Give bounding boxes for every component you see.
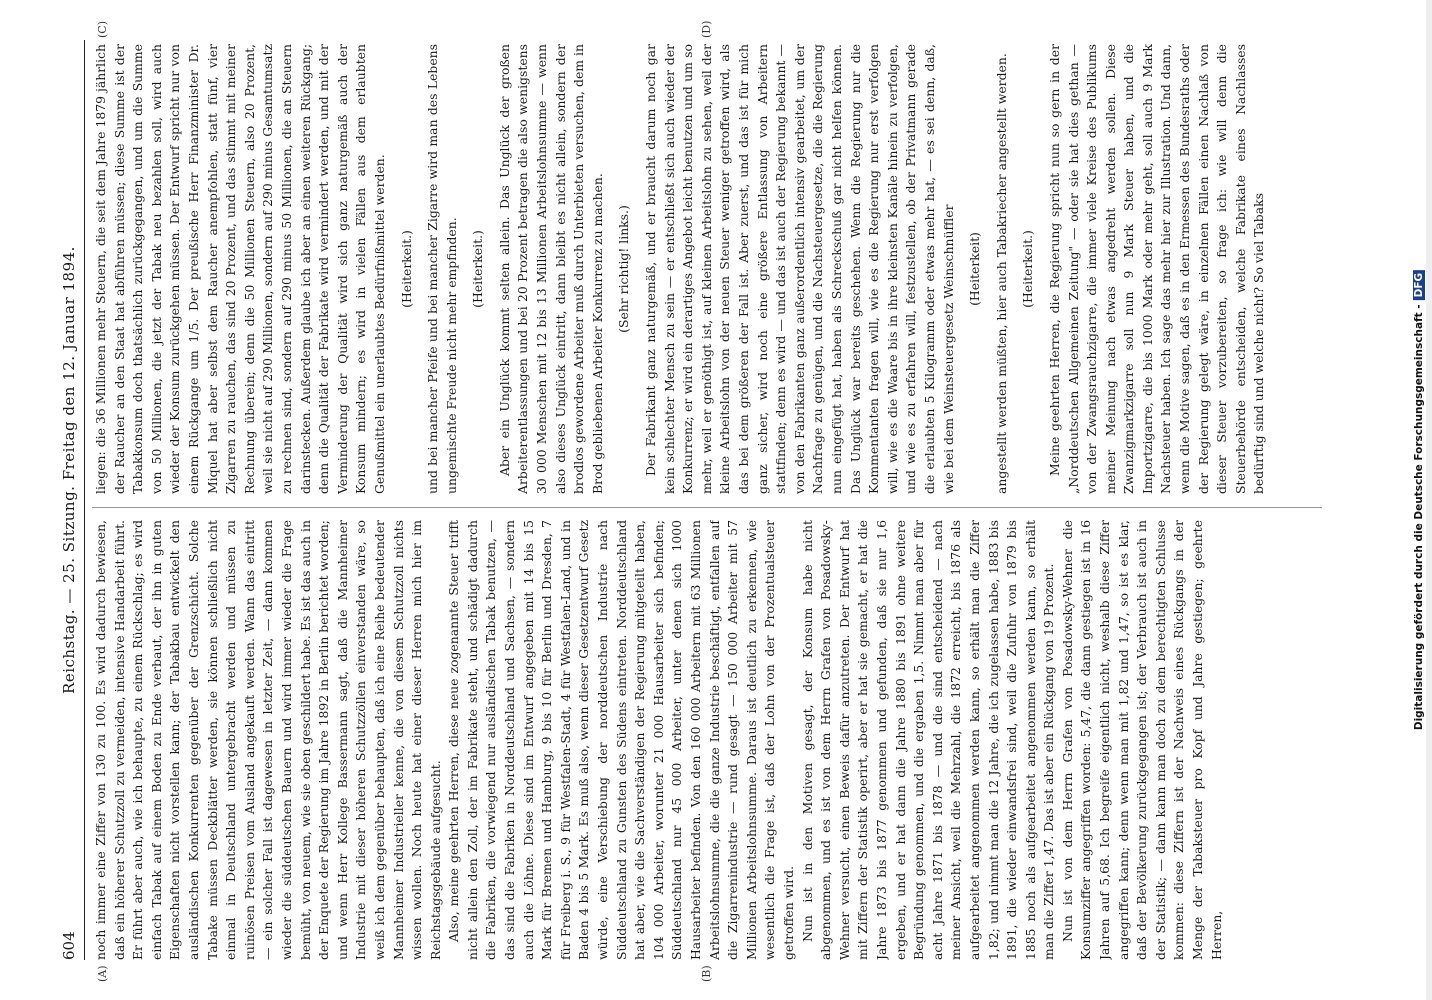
right-column: [92, 44, 1322, 494]
margin-letter-d: (D): [700, 20, 713, 38]
margin-letter-b: (B): [700, 965, 713, 982]
left-paragraph-2: Also, meine geehrten Herren, diese neue zogenannte Steuer trifft nicht allein den Zoll, der im Fabrikate steht, und schädigt dadurch die Fabriken, die vorwiegend nur ausländischen Tabak benutzen, — das sind die Fabriken in Norddeutschland und Sachsen, — sondern auch die Löhne. Diese sind im Entwurf angegeben mit 14 bis 15 Mark für Bremen und Hamburg, 9 bis 10 für Berlin und Dresden, 7 für Freiberg i. S., 9 für Westfalen-Stadt, 4 für Westfalen-Land, und in Baden 4 bis 5 Mark. Es muß also, wenn dieser Gesetzentwurf Gesetz würde, eine Verschiebung der norddeutschen Industrie nach Süddeutschland zu Gunsten des Südens eintreten. Norddeutschland hat aber, wie die Sachverständigen der Regierung mitgeteilt haben, 104 000 Arbeiter, worunter 21 000 Hausarbeiter sich befinden; Süddeutschland nur 45 000 Arbeiter, unter denen sich 1000 Hausarbeiter befinden. Von den 160 000 Arbeitern mit 63 Millionen Arbeitslohnsumme, die die ganze Industrie beschäftigt, entfallen auf die Zigarrenindustrie — rund gesagt — 150 000 Arbeiter mit 57 Millionen Arbeitslohnsumme. Daraus ist deutlich zu erkennen, wie wesentlich die Frage ist, daß der Lohn von der Prozentualsteuer getroffen wird.: [446, 520, 796, 960]
credit-line: [1413, 270, 1425, 730]
right-interjection-2: (Heiterkeit.): [470, 230, 486, 308]
left-paragraph-3: Nun ist in den Motiven gesagt, der Konsum habe nicht abgenommen, und es ist von dem Herrn Grafen von Posadowsky-Wehner versucht, einen Beweis dafür anzutreten. Der Entwurf hat mit Ziffern der Statistik operirt, aber er hat sie gemacht, er hat die Jahre 1873 bis 1877 genommen und gefunden, daß sie nur 1,6 ergeben, und er hat dann die Jahre 1880 bis 1891 ohne weitere Begründung genommen, und die ergaben 1,5. Nimmt man aber für acht Jahre 1871 bis 1878 — und die sind entscheidend — nach meiner Ansicht, weil die Mehrzahl, die 1872 erreicht, bis 1876 als aufgearbeitet angenommen werden kann, so erhält man die Ziffer 1,82; und nimmt man die 12 Jahre, die ich zugelassen habe, 1883 bis 1891, die wieder einwandsfrei sind, weil die Zufuhr von 1879 bis 1885 noch als aufgearbeitet angenommen werden kann, so erhält man die Ziffer 1,47. Das ist aber ein Rückgang von 19 Prozent.: [799, 520, 1057, 960]
column-divider: [92, 507, 1322, 508]
right-interjection-1: (Heiterkeit.): [398, 230, 414, 308]
left-column: [92, 520, 1322, 960]
right-paragraph-5: angestellt werden müßten, hier auch Tabakriecher angestellt werden.: [993, 53, 1009, 494]
right-paragraph-4: Der Fabrikant ganz naturgemäß, und er braucht darum noch gar kein schlechter Mensch zu sein — er entschließt sich auch wieder der Konkurrenz; er wird ein derartiges Angebot leicht benutzen und um so mehr, weil er genöthigt ist, auf kleinen Arbeitslohn zu sehen, weil der kleine Arbeitslohn von der neuen Steuer weniger getroffen wird, als das bei dem größeren der Fall ist. Aber zuerst, und das ist für mich ganz sicher, wird noch eine größere Entlassung von Arbeitern stattfinden; denn es wird — und das ist auch der Regierung bekannt — von den Fabrikanten ganz außerordentlich intensiv gearbeitet, um der Nachfrage zu genügen, und die Nachsteuergesetze, die die Regierung nun eingefügt hat, haben als Schreckschuß gar nicht helfen können. Das Unglück war bereits geschehen. Wenn die Regierung nur die Kommentanten fragen will, wie es die Regierung nur erst verfolgen will, wie es die Waare bis in ihre kleinsten Kanäle hinein zu verfolgen, und wie es zu erfahren will, festzustellen, ob der Privatmann gerade die erlaubten 5 Kilogramm oder etwas mehr hat, — es sei denn, daß, wie bei dem Weinsteuergesetz Weinschnüffler: [643, 44, 956, 494]
dfg-logo: DFG: [1413, 270, 1425, 301]
header-rule: [84, 40, 85, 960]
left-paragraph-1: noch immer eine Ziffer von 130 zu 100. Es wird dadurch bewiesen, daß ein höherer Schutzzoll zu vermeiden, intensive Handarbeit führt. Er führt aber auch, wie ich behaupte, zu einem Rückschlag; es wird einfach Tabak auf einem Boden zu Ende verbaut, der ihn in guten Eigenschaften nicht vorstellen kann; der Tabakbau entwickelt den ausländischen Konkurrenten gegenüber der Grenzschicht. Solche Tabake müssen Deckblätter werden, sie können schließlich nicht einmal in Deutschland untergebracht werden und müssen zu ruinösen Preisen vom Ausland angekauft werden. Wann das eintritt — ein solcher Fall ist dagewesen in letzter Zeit, — dann kommen wieder die süddeutschen Bauern und wird immer wieder die Frage bemüht, von neuem, wie sie oben geschildert habe. Es ist das auch in der Enquete der Regierung im Jahre 1892 in Berlin berichtet worden; und wenn Herr Kollege Bassermann sagt, daß die Mannheimer Industrie mit dieser höheren Schutzzöllen einverstanden wäre, so weiß ich dem gegenüber behaupten, daß ich eine Reihe bedeutender Mannheimer Industrieller kenne, die von diesem Schutzzoll nichts wissen wollen. Noch heute hat einer dieser Herren mich hier im Reichstagsgebäude aufgesucht.: [93, 520, 443, 960]
page-header: [52, 40, 78, 960]
digitization-credit: [1408, 0, 1430, 1000]
right-paragraph-2: und bei mancher Pfeife und bei mancher Zigarre wird man des Lebens ungemischte Freude nicht mehr empfinden.: [425, 44, 459, 494]
page-title: Reichstag. — 25. Sitzung. Freitag den 12. Januar 1894.: [60, 246, 78, 694]
right-interjection-4: (Heiterkeit): [967, 232, 983, 306]
margin-letter-c: (C): [96, 21, 109, 38]
right-paragraph-3: Aber ein Unglück kommt selten allein. Das Unglück der großen Arbeiterentlassungen und bei 20 Prozent betragen die also wenigstens 30 000 Menschen mit 12 bis 13 Millionen Arbeitslohnsumme — wenn also dieses Unglück eintritt, dann bleibt es nicht allein, sondern der brodlos gewordene Arbeiter muß durch Unterbieten versuchen, dem in Brod gebliebenen Arbeiter Konkurrenz zu machen.: [496, 44, 605, 494]
credit-text: Digitalisierung gefördert durch die Deutsche Forschungsgemeinschaft -: [1413, 304, 1425, 731]
left-paragraph-4: Nun ist von dem Herrn Grafen von Posadowsky-Wehner die Konsumziffer angegriffen worden: 5,47, die dann gestiegen ist in 16 Jahren auf 5,68. Ich begreife eigentlich nicht, weshalb diese Ziffer angegriffen kann; denn wenn man mit 1,82 und 1,47, so ist es klar, daß der Bevölkerung zurückgegangen ist; der Verbrauch ist auch in der Statistik; — dann kann man doch zu dem berechtigten Schlusse kommen: diese Ziffern ist der Nachweis eines Rückgangs in der Menge der Tabaksteuer pro Kopf und Jahre gestiegen; geehrte Herren,: [1059, 520, 1224, 960]
right-paragraph-6: Meine geehrten Herren, die Regierung spricht nun so gern in der „Norddeutschen Allgemeinen Zeitung" — oder sie hat dies gethan — von der Zwangsrauchzigarre, die immer viele Kreise des Publikums meiner Meinung nach etwas angedreht werden sollen. Diese Zwanzigmarkzigarre soll nun 9 Mark Steuer haben, und die Importzigarre, die bis 1000 Mark oder mehr geht, soll auch 9 Mark Nachsteuer haben. Ich sage das mehr hier zur Illustration. Und dann, wenn die Motive sagen, daß es in den Ermessen des Bundesraths oder der Regierung gelegt wäre, in einzelnen Fällen einen Nachlaß von dieser Steuer vorzubereiten, so frage ich: wie will denn die Steuerbehörde entscheiden, welche Fabrikate eines Nachlasses bedürftig sind und welche nicht? So viel Tabaks: [1046, 44, 1267, 494]
right-paragraph-1: liegen: die 36 Millionen mehr Steuern, die seit dem Jahre 1879 jährlich der Raucher an den Staat hat abführen müssen; diese Summe ist der Tabakkonsum doch thatsächlich zurückgegangen, und um die Summe von 50 Millionen, die jetzt der Tabak neu bezahlen soll, wird auch wieder der Konsum zurückgehen müssen. Der Entwurf spricht nur von einem Rückgange um 1/5. Der preußische Herr Finanzminister Dr. Miquel hat aber selbst dem Raucher anempfohlen, statt fünf, vier Zigarren zu rauchen, das sind 20 Prozent, und das stimmt mit meiner Rechnung überein; denn die 50 Millionen Steuern, also 20 Prozent, weil sie nicht auf 290 Millionen, sondern auf 290 minus Gesamtumsatz zu rechnen sind, sondern auf 290 minus 50 Millionen, die an Steuern darinstecken. Außerdem glaube ich aber an einen weiteren Rückgang; denn die Qualität der Fabrikate wird vermindert werden, und mit der Verminderung der Qualität wird sich ganz naturgemäß auch der Konsum mindern; es wird in vielen Fällen aus dem erlaubten Genußmittel ein unerlaubtes Bedürfnißmittel werden.: [93, 44, 387, 494]
right-interjection-5: (Heiterkeit.): [1020, 230, 1036, 308]
margin-letter-a: (A): [96, 965, 109, 982]
page-number: 604: [60, 931, 78, 960]
right-interjection-3: (Sehr richtig! links.): [616, 205, 632, 333]
